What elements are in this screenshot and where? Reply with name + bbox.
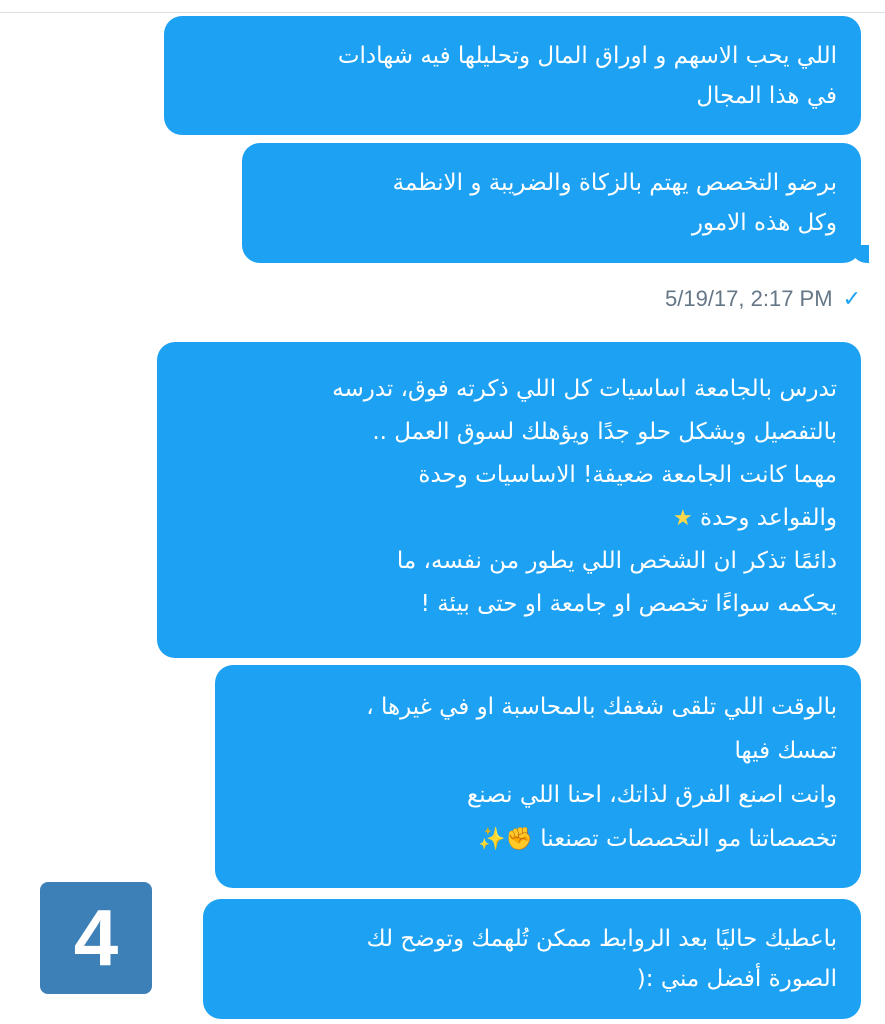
- message-line: بالوقت اللي تلقى شغفك بالمحاسبة او في غيرها ،: [366, 694, 837, 720]
- message-bubble[interactable]: [203, 899, 861, 1019]
- number-badge: 4: [40, 882, 152, 994]
- message-line: اللي يحب الاسهم و اوراق المال وتحليلها فيه شهادات: [337, 43, 837, 69]
- message-line: بالتفصيل وبشكل حلو جدًا ويؤهلك لسوق العمل ..: [372, 419, 837, 445]
- message-line: وانت اصنع الفرق لذاتك، احنا اللي نصنع: [467, 782, 837, 808]
- message-line: والقواعد وحدة: [700, 505, 837, 531]
- message-line: تخصصاتنا مو التخصصات تصنعنا: [540, 826, 837, 852]
- message-line: في هذا المجال: [696, 83, 837, 109]
- message-bubble[interactable]: [215, 665, 861, 888]
- message-line-with-emoji: [171, 497, 837, 540]
- message-line: دائمًا تذكر ان الشخص اللي يطور من نفسه، ما: [396, 548, 837, 574]
- flexed-biceps-icon: ✊: [505, 826, 533, 852]
- sparkles-icon: ✨: [478, 826, 506, 852]
- message-line: الصورة أفضل مني :(: [636, 966, 837, 992]
- message-line: برضو التخصص يهتم بالزكاة والضريبة و الانظمة: [392, 170, 837, 196]
- message-timestamp: [665, 284, 861, 314]
- message-bubble[interactable]: [164, 16, 861, 135]
- message-line: تدرس بالجامعة اساسيات كل اللي ذكرته فوق، تدرسه: [332, 376, 837, 402]
- message-line-with-emoji: [229, 817, 837, 862]
- glowing-star-icon: ★: [672, 506, 693, 531]
- timestamp-text: 5/19/17, 2:17 PM: [665, 286, 833, 311]
- message-bubble[interactable]: [157, 342, 861, 658]
- message-line: تمسك فيها: [734, 738, 837, 764]
- divider: [0, 12, 885, 13]
- message-line: باعطيك حاليًا بعد الروابط ممكن تُلهمك وتوضح لك: [366, 926, 837, 952]
- message-line: يحكمه سواءًا تخصص او جامعة او حتى بيئة !: [420, 591, 837, 617]
- bubble-tail: [851, 245, 869, 263]
- checkmark-icon: ✓: [842, 286, 861, 312]
- message-bubble[interactable]: [242, 143, 861, 263]
- message-line: مهما كانت الجامعة ضعيفة! الاساسيات وحدة: [418, 462, 837, 488]
- message-line: وكل هذه الامور: [691, 210, 837, 236]
